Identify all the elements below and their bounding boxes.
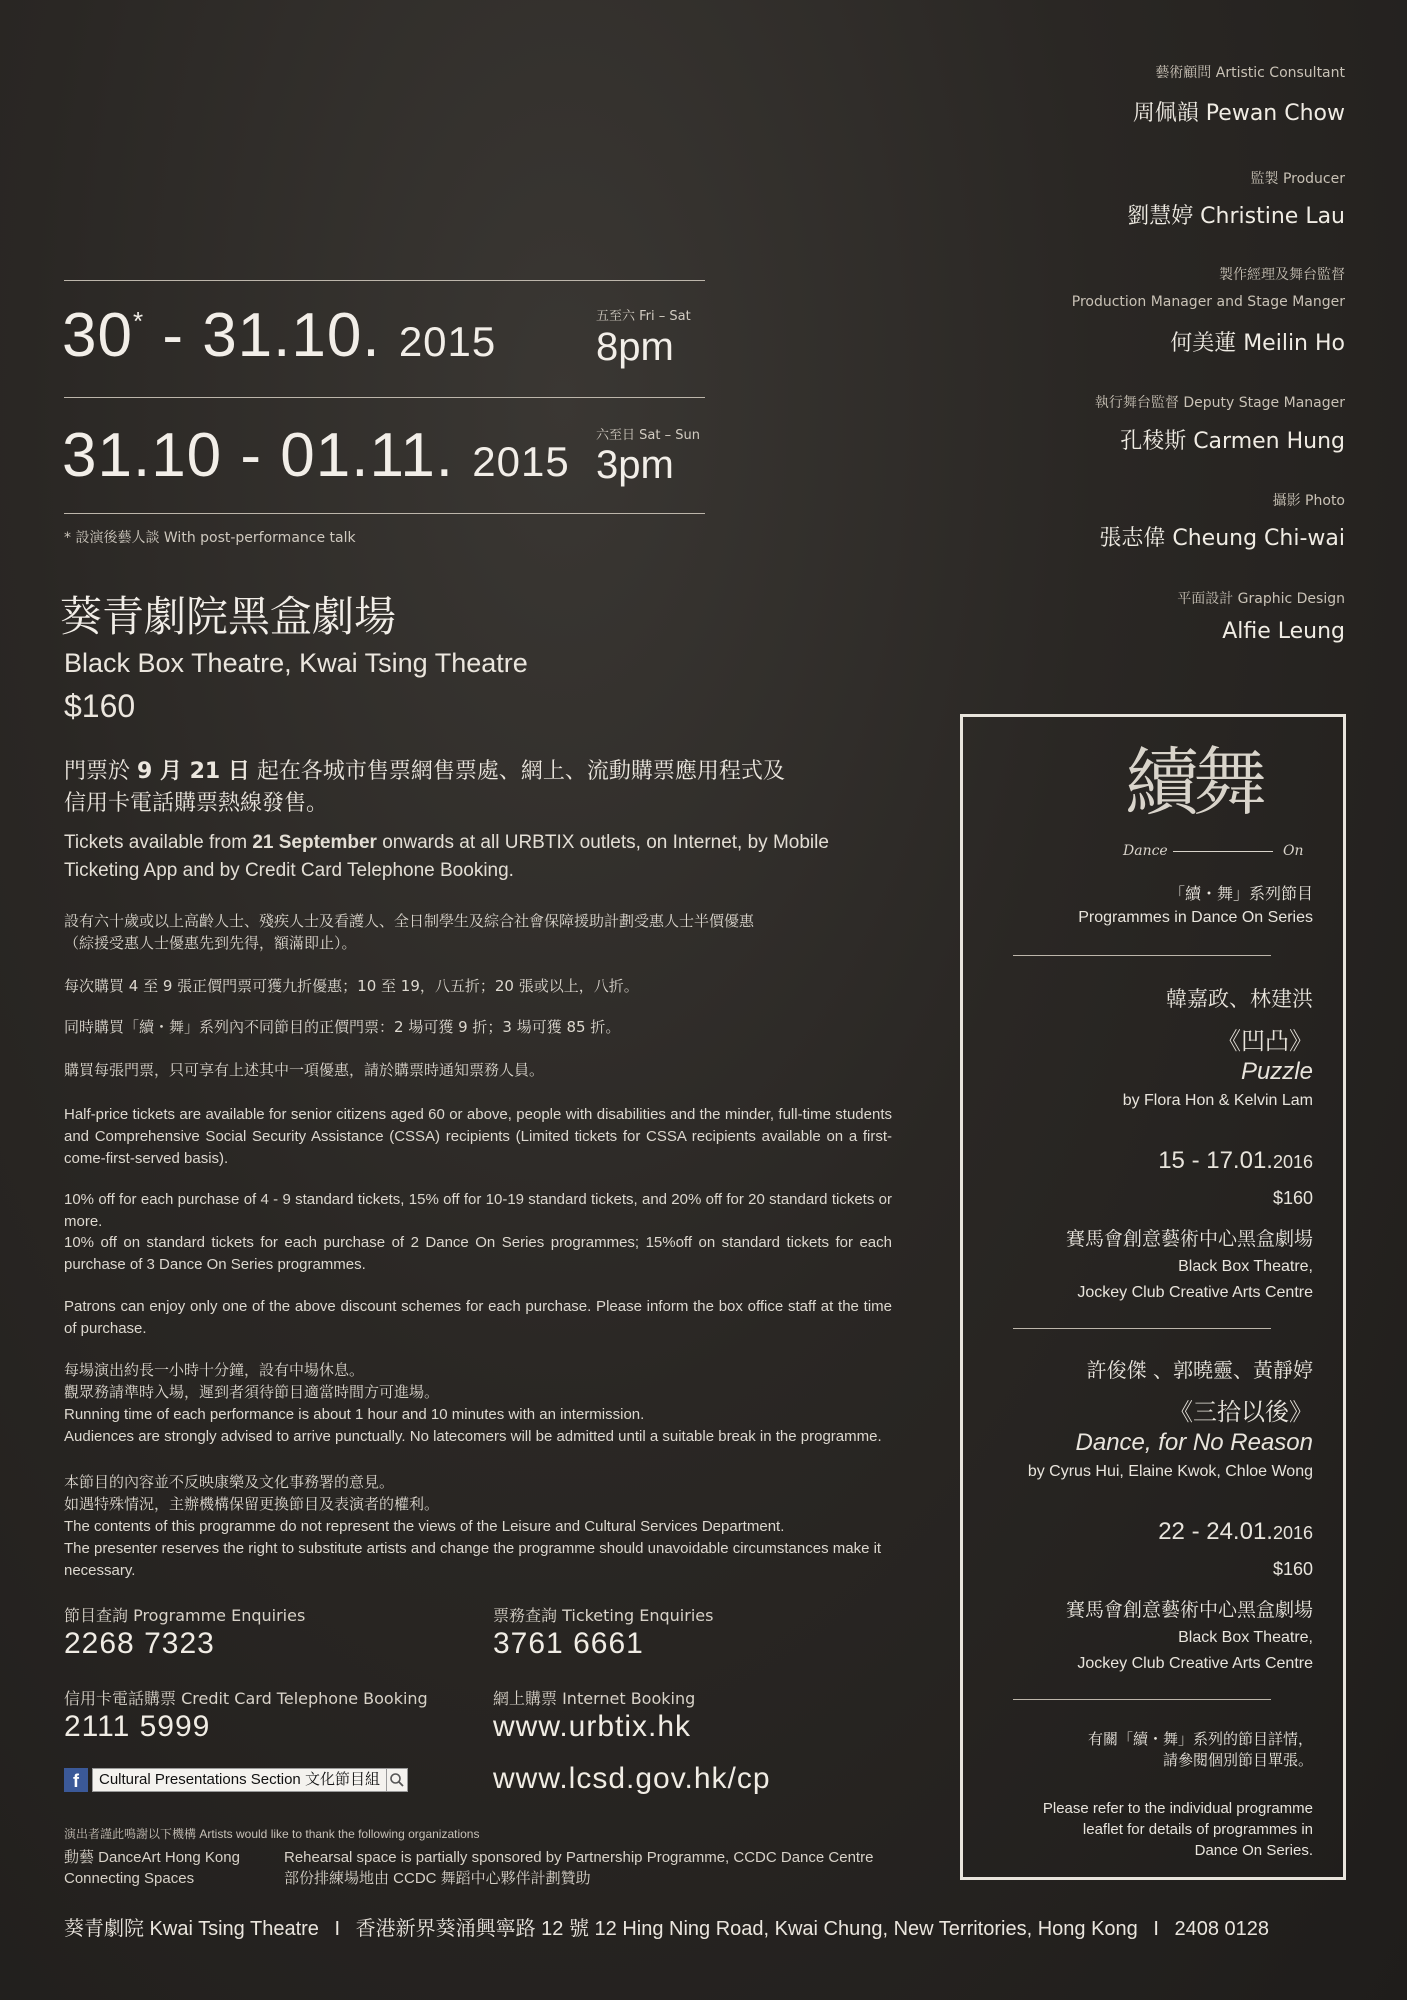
credit-label-artistic: 藝術顧問 Artistic Consultant (1155, 65, 1345, 81)
programme-1-by: by Flora Hon & Kelvin Lam (1122, 1092, 1313, 1109)
disclaimer: 本節目的內容並不反映康樂及文化事務署的意見。 如遇特殊情況，主辦機構保留更換節目及表演者的權利。 The contents of this programme do not represent the views of the Leisure and Cultural Services Department. The presenter reserves the right to substitute artists and change the programme should unavoidable circumstances make it necessary. (64, 1474, 882, 1579)
programme-1-artists: 韓嘉政、林建洪 (1166, 987, 1313, 1011)
discount-zh-1: 設有六十歲或以上高齡人士、殘疾人士及看護人、全日制學生及綜合社會保障援助計劃受惠人士半價優惠 （綜援受惠人士優惠先到先得，額滿即止）。 (64, 912, 755, 952)
time-1: 8pm (596, 325, 674, 369)
tickets-en: Tickets available from 21 September onwards at all URBTIX outlets, on Internet, by Mobile Ticketing App and by Credit Card Telephone Booking. (64, 832, 829, 881)
discount-zh-4: 購買每張門票，只可享有上述其中一項優惠，請於購票時通知票務人員。 (64, 1061, 545, 1079)
discount-zh-2: 每次購買 4 至 9 張正價門票可獲九折優惠；10 至 19，八五折；20 張或以上，八折。 (64, 977, 639, 995)
credit-label-production-manager-en: Production Manager and Stage Manger (1071, 294, 1345, 310)
credit-label-photo: 攝影 Photo (1272, 493, 1345, 509)
programme-enquiries-number[interactable]: 2268 7323 (64, 1627, 215, 1660)
programme-1-price: $160 (1272, 1188, 1313, 1208)
programme-1-title-en: Puzzle (1240, 1058, 1313, 1085)
divider (1013, 1328, 1271, 1329)
facebook-icon[interactable]: f (64, 1768, 88, 1792)
credit-card-booking-label: 信用卡電話購票 Credit Card Telephone Booking (64, 1689, 428, 1708)
day-label-1: 五至六 Fri – Sat (596, 309, 691, 324)
programme-1-title-zh: 《凹凸》 (1217, 1027, 1313, 1055)
dance-on-series-panel (960, 714, 1346, 1880)
credit-name-photo: 張志偉 Cheung Chi-wai (1099, 526, 1345, 551)
credit-label-deputy: 執行舞台監督 Deputy Stage Manager (1094, 395, 1345, 411)
series-note-en: Please refer to the individual programme leaflet for details of programmes in Dance On Series. (1042, 1800, 1313, 1859)
programme-2-venue-zh: 賽馬會創意藝術中心黑盒劇場 (1065, 1599, 1313, 1621)
credit-card-booking-number[interactable]: 2111 5999 (64, 1710, 211, 1743)
programme-1-venue-zh: 賽馬會創意藝術中心黑盒劇場 (1065, 1228, 1313, 1250)
divider (64, 513, 705, 514)
programme-2-dates: 22 - 24.01.2016 (1158, 1518, 1313, 1545)
programme-2-artists: 許俊傑 、郭曉靈、黃靜婷 (1086, 1358, 1313, 1382)
credit-name-production-manager: 何美蓮 Meilin Ho (1170, 331, 1345, 356)
venue-en: Black Box Theatre, Kwai Tsing Theatre (64, 648, 528, 678)
lcsd-link[interactable]: www.lcsd.gov.hk/cp (493, 1762, 771, 1795)
date-range-2: 31.10 - 01.11. 2015 (62, 421, 570, 490)
facebook-bar[interactable] (64, 1768, 408, 1792)
credit-name-producer: 劉慧婷 Christine Lau (1127, 204, 1345, 229)
discount-en-4: Patrons can enjoy only one of the above discount schemes for each purchase. Please inform the box office staff at the time of purchase. (64, 1298, 892, 1337)
credit-name-artistic: 周佩韻 Pewan Chow (1132, 101, 1345, 126)
divider (1013, 955, 1271, 956)
dance-on-logo-right: On (1283, 843, 1304, 859)
credit-name-design: Alfie Leung (1222, 619, 1345, 644)
programme-2-venue-en: Black Box Theatre, Jockey Club Creative Arts Centre (1077, 1629, 1313, 1672)
programme-2-by: by Cyrus Hui, Elaine Kwok, Chloe Wong (1027, 1463, 1313, 1480)
thanks-orgs: 動藝 DanceArt Hong Kong Connecting Spaces (64, 1849, 240, 1887)
credit-label-production-manager: 製作經理及舞台監督 (1219, 267, 1345, 283)
discount-en-2: 10% off for each purchase of 4 - 9 standard tickets, 15% off for 10-19 standard tickets, and 20% off for 20 standard tickets or more. (64, 1191, 892, 1230)
dance-on-logo-left: Dance (1123, 843, 1168, 859)
credit-label-producer: 監製 Producer (1250, 171, 1345, 187)
series-note-zh: 有關「續・舞」系列的節目詳情， 請參閱個別節目單張。 (1087, 1730, 1313, 1769)
dance-on-logo: 續舞 (1125, 740, 1261, 826)
thanks-rehearsal: Rehearsal space is partially sponsored by Partnership Programme, CCDC Dance Centre 部份排練場地由 CCDC 舞蹈中心夥伴計劃贊助 (284, 1849, 874, 1887)
programme-2-price: $160 (1272, 1559, 1313, 1579)
discount-en-3: 10% off on standard tickets for each purchase of 2 Dance On Series programmes; 15%off on standard tickets for each purchase of 3 Dance On Series programmes. (64, 1234, 892, 1273)
series-title-en: Programmes in Dance On Series (1078, 909, 1313, 926)
programme-1-venue-en: Black Box Theatre, Jockey Club Creative Arts Centre (1077, 1258, 1313, 1301)
divider (64, 397, 705, 398)
credit-label-design: 平面設計 Graphic Design (1177, 591, 1345, 607)
internet-booking-link[interactable]: www.urbtix.hk (493, 1710, 692, 1743)
ticketing-enquiries-number[interactable]: 3761 6661 (493, 1627, 644, 1660)
facebook-page-name[interactable]: Cultural Presentations Section 文化節目組 (92, 1768, 387, 1792)
divider (64, 280, 705, 281)
search-icon[interactable] (387, 1768, 408, 1792)
divider (1013, 1699, 1271, 1700)
credit-name-deputy: 孔稜斯 Carmen Hung (1120, 429, 1345, 454)
tickets-zh: 門票於 9 月 21 日 起在各城市售票網售票處、網上、流動購票應用程式及 信用卡電話購票熱線發售。 (64, 759, 785, 816)
footnote: * 設演後藝人談 With post-performance talk (64, 530, 356, 546)
venue-zh: 葵青劇院黑盒劇場 (60, 592, 397, 641)
series-title-zh: 「續・舞」系列節目 (1168, 884, 1313, 903)
running-time: 每場演出約長一小時十分鐘，設有中場休息。 觀眾務請準時入場，遲到者須待節目適當時間方可進場。 Running time of each performance is about 1 hour and 10 minutes with an intermission. Audiences are strongly advised to arrive punctually. No latecomers will be admitted until a suitable break in the programme. (64, 1362, 882, 1445)
programme-enquiries-label: 節目查詢 Programme Enquiries (64, 1606, 306, 1625)
price: $160 (64, 688, 136, 724)
programme-1-dates: 15 - 17.01.2016 (1158, 1147, 1313, 1174)
programme-2-title-zh: 《三拾以後》 (1169, 1398, 1313, 1426)
discount-en-1: Half-price tickets are available for senior citizens aged 60 or above, people with disabilities and the minder, full-time students and Comprehensive Social Security Assistance (CSSA) recipients (Limited tickets for CSSA recipients available on a first-come-first-served basis). (64, 1106, 892, 1167)
ticketing-enquiries-label: 票務查詢 Ticketing Enquiries (493, 1606, 714, 1625)
date-range-1: 30* - 31.10. 2015 (62, 301, 497, 370)
day-label-2: 六至日 Sat – Sun (596, 428, 700, 443)
thanks-intro: 演出者謹此鳴謝以下機構 Artists would like to thank the following organizations (64, 1827, 480, 1841)
programme-2-title-en: Dance, for No Reason (1075, 1429, 1313, 1456)
logo-line (1173, 851, 1273, 852)
internet-booking-label: 網上購票 Internet Booking (493, 1689, 696, 1708)
discount-zh-3: 同時購買「續・舞」系列內不同節目的正價門票：2 場可獲 9 折；3 場可獲 85 折。 (64, 1018, 621, 1036)
footer-address: 葵青劇院 Kwai Tsing Theatre I 香港新界葵涌興寧路 12 號 12 Hing Ning Road, Kwai Chung, New Territories, Hong Kong I 2408 0128 (64, 1918, 1270, 1940)
time-2: 3pm (596, 443, 674, 487)
